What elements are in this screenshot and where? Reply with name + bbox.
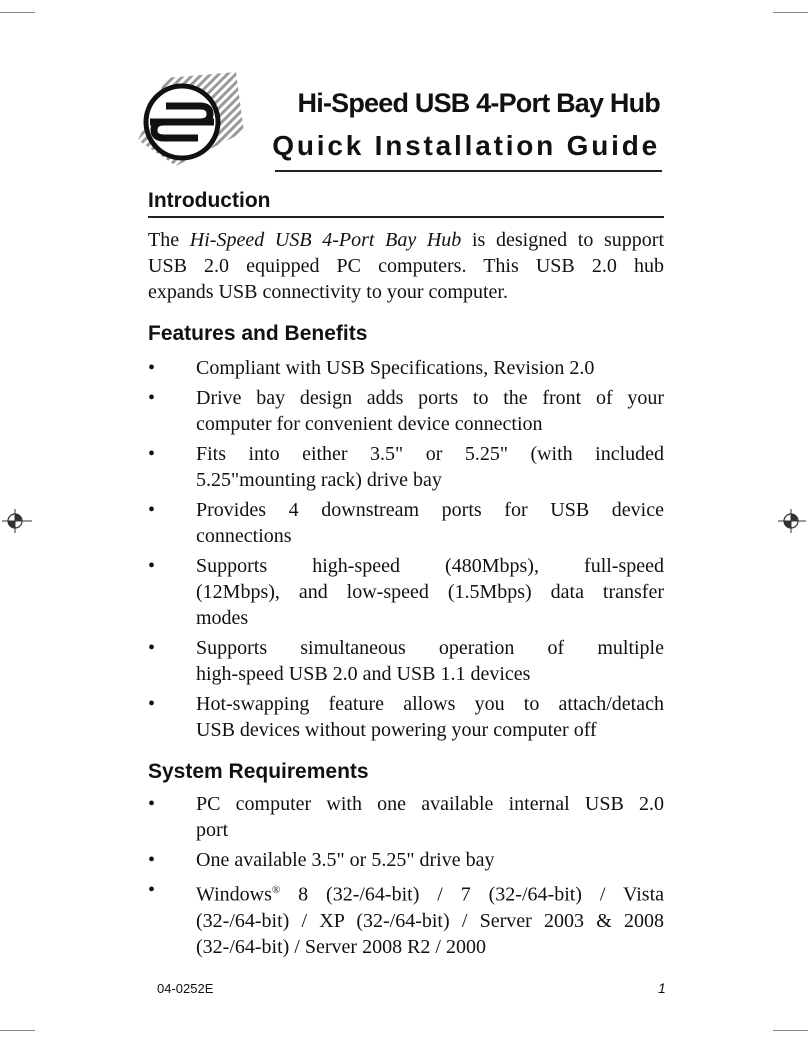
bullet: • — [148, 849, 156, 871]
features-list — [148, 355, 664, 747]
list-item-line: modes — [196, 607, 249, 629]
features-heading: Features and Benefits — [148, 322, 368, 345]
list-item — [148, 877, 664, 960]
bullet: • — [148, 499, 156, 521]
list-item-line: PC computer with one available internal USB 2.0 — [196, 793, 664, 815]
siig-logo-icon — [136, 70, 246, 170]
introduction-heading: Introduction — [148, 189, 271, 212]
crop-mark — [773, 1030, 808, 1031]
crop-mark — [0, 12, 35, 13]
introduction-paragraph — [148, 227, 664, 305]
list-item-line — [196, 877, 664, 908]
list-item-line: 5.25"mounting rack) drive bay — [196, 469, 442, 491]
list-item-line: USB devices without powering your computer off — [196, 719, 597, 741]
product-name: Hi-Speed USB 4-Port Bay Hub — [189, 229, 462, 251]
list-item — [148, 385, 664, 437]
intro-line: expands USB connectivity to your computer. — [148, 281, 508, 303]
list-item-line: Drive bay design adds ports to the front of your — [196, 387, 664, 409]
list-item — [148, 441, 664, 493]
intro-line — [148, 227, 664, 253]
list-item — [148, 847, 664, 873]
list-item-line: port — [196, 819, 229, 841]
list-item-line: (12Mbps), and low-speed (1.5Mbps) data transfer — [196, 581, 664, 603]
list-item-line: connections — [196, 525, 292, 547]
bullet: • — [148, 443, 156, 465]
intro-line: USB 2.0 equipped PC computers. This USB 2.0 hub — [148, 255, 664, 277]
bullet: • — [148, 879, 156, 901]
registration-mark-icon — [0, 508, 34, 534]
list-item-line: Fits into either 3.5" or 5.25" (with included — [196, 443, 664, 465]
list-item-line: (32-/64-bit) / Server 2008 R2 / 2000 — [196, 935, 486, 958]
crop-mark — [0, 1030, 35, 1031]
list-item-line: (32-/64-bit) / XP (32-/64-bit) / Server 2003 & 2008 — [196, 909, 664, 932]
intro-line1-rest: is designed to support — [461, 229, 665, 251]
registered-mark: ® — [271, 884, 281, 896]
list-item — [148, 553, 664, 631]
crop-mark — [773, 12, 808, 13]
list-item-line: Hot-swapping feature allows you to attach/detach — [196, 693, 664, 715]
requirements-list — [148, 791, 664, 960]
list-item-line: Supports high-speed (480Mbps), full-speed — [196, 555, 664, 577]
title-divider — [275, 170, 662, 172]
list-item-line: Provides 4 downstream ports for USB device — [196, 499, 664, 521]
registration-mark-icon — [776, 508, 808, 534]
bullet: • — [148, 357, 156, 379]
introduction-divider — [148, 216, 664, 218]
bullet: • — [148, 793, 156, 815]
bullet: • — [148, 693, 156, 715]
bullet: • — [148, 555, 156, 577]
document-code: 04-0252E — [157, 981, 214, 996]
list-item — [148, 691, 664, 743]
guide-subtitle: Quick Installation Guide — [272, 130, 660, 161]
windows-versions: 8 (32-/64-bit) / 7 (32-/64-bit) / Vista — [280, 883, 664, 906]
list-item-line: Compliant with USB Specifications, Revision 2.0 — [196, 357, 595, 379]
list-item-line: high-speed USB 2.0 and USB 1.1 devices — [196, 663, 531, 685]
requirements-heading: System Requirements — [148, 760, 369, 783]
guide-title: Hi-Speed USB 4-Port Bay Hub — [297, 88, 660, 118]
list-item — [148, 497, 664, 549]
bullet: • — [148, 387, 156, 409]
list-item-line: computer for convenient device connection — [196, 413, 543, 435]
bullet: • — [148, 637, 156, 659]
list-item-line: One available 3.5" or 5.25" drive bay — [196, 849, 495, 871]
page-number: 1 — [658, 980, 666, 996]
list-item-line: Supports simultaneous operation of multiple — [196, 637, 664, 659]
list-item — [148, 791, 664, 843]
intro-lead: The — [148, 229, 190, 251]
windows-label: Windows — [196, 883, 272, 906]
list-item — [148, 355, 664, 381]
list-item — [148, 635, 664, 687]
